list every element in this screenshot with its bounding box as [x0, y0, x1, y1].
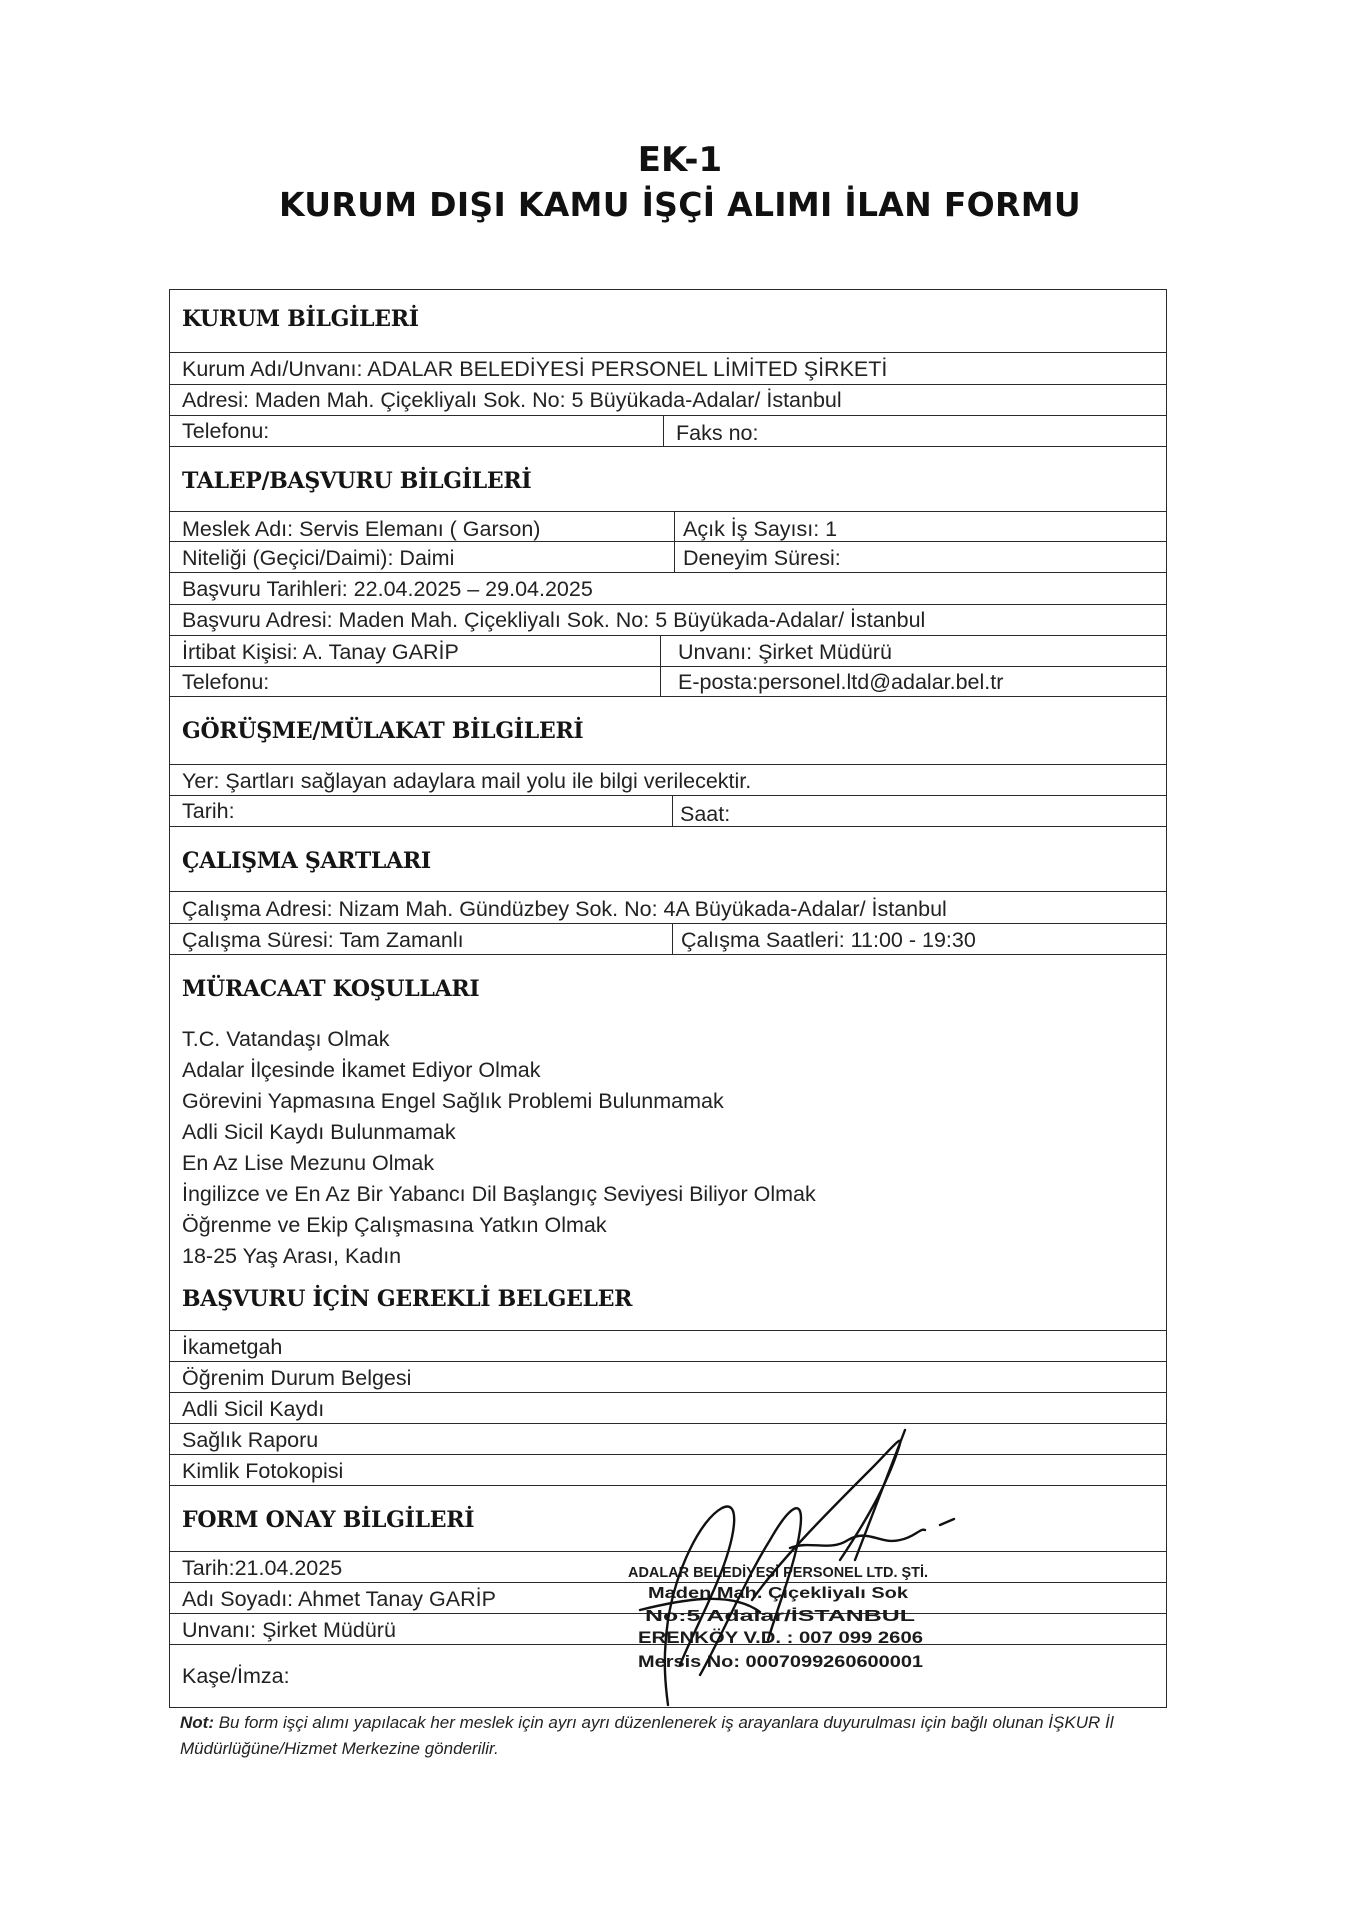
talep-telefon: Telefonu: [182, 670, 270, 694]
basvuru-tarihleri: Başvuru Tarihleri: 22.04.2025 – 29.04.2025 [182, 577, 593, 601]
section-kurum-heading: KURUM BİLGİLERİ [182, 306, 419, 332]
condition-item: Görevini Yapmasına Engel Sağlık Problemi Bulunmamak [182, 1089, 724, 1113]
condition-item: Öğrenme ve Ekip Çalışmasına Yatkın Olmak [182, 1213, 607, 1237]
condition-item: Adli Sicil Kaydı Bulunmamak [182, 1120, 456, 1144]
onay-adi-soyadi: Adı Soyadı: Ahmet Tanay GARİP [182, 1587, 496, 1611]
onay-unvan: Unvanı: Şirket Müdürü [182, 1618, 396, 1642]
acik-is-sayisi: Açık İş Sayısı: 1 [683, 517, 838, 541]
kurum-adi: Kurum Adı/Unvanı: ADALAR BELEDİYESİ PERSONEL LİMİTED ŞİRKETİ [182, 357, 888, 381]
onay-tarih: Tarih:21.04.2025 [182, 1556, 343, 1580]
gorusme-tarih: Tarih: [182, 799, 235, 823]
annex-label: EK-1 [637, 140, 723, 180]
note-label: Not: [180, 1713, 214, 1732]
form-title: KURUM DIŞI KAMU İŞÇİ ALIMI İLAN FORMU [279, 185, 1081, 224]
job-posting-form [169, 289, 1167, 1708]
kurum-telefon: Telefonu: [182, 419, 270, 443]
basvuru-adresi: Başvuru Adresi: Maden Mah. Çiçekliyalı Sok. No: 5 Büyükada-Adalar/ İstanbul [182, 608, 926, 632]
calisma-adresi: Çalışma Adresi: Nizam Mah. Gündüzbey Sok. No: 4A Büyükada-Adalar/ İstanbul [182, 897, 947, 921]
stamp-line: Maden Mah. Çiçekliyalı Sok [648, 1585, 909, 1602]
document-item: Öğrenim Durum Belgesi [182, 1366, 412, 1390]
document-item: Kimlik Fotokopisi [182, 1459, 344, 1483]
stamp-line: No:5 Adalar/İSTANBUL [645, 1608, 819, 1625]
gorusme-saat: Saat: [680, 802, 731, 826]
irtibat-unvani: Unvanı: Şirket Müdürü [678, 640, 892, 664]
niteligi: Niteliği (Geçici/Daimi): Daimi [182, 546, 455, 570]
irtibat-kisisi: İrtibat Kişisi: A. Tanay GARİP [182, 640, 459, 664]
kurum-faks: Faks no: [676, 421, 759, 445]
section-gorusme-heading: GÖRÜŞME/MÜLAKAT BİLGİLERİ [182, 718, 584, 744]
calisma-suresi: Çalışma Süresi: Tam Zamanlı [182, 928, 464, 952]
section-belgeler-heading: BAŞVURU İÇİN GEREKLİ BELGELER [182, 1286, 633, 1312]
document-item: Adli Sicil Kaydı [182, 1397, 325, 1421]
note-text: Bu form işçi alımı yapılacak her meslek için ayrı ayrı düzenlenerek iş arayanlara duyurulması için bağlı olunan İŞKUR İl Müdürlüğüne/Hizmet Merkezine gönderilir. [180, 1713, 1114, 1758]
stamp-line: ERENKÖY V.D. : 007 099 2606 [638, 1628, 923, 1647]
meslek-adi: Meslek Adı: Servis Elemanı ( Garson) [182, 517, 541, 541]
deneyim-suresi: Deneyim Süresi: [683, 546, 841, 570]
section-onay-heading: FORM ONAY BİLGİLERİ [182, 1507, 475, 1533]
document-item: İkametgah [182, 1335, 283, 1359]
section-muracaat-heading: MÜRACAAT KOŞULLARI [182, 976, 480, 1002]
condition-item: 18-25 Yaş Arası, Kadın [182, 1244, 402, 1268]
condition-item: Adalar İlçesinde İkamet Ediyor Olmak [182, 1058, 541, 1082]
eposta: E-posta:personel.ltd@adalar.bel.tr [678, 670, 1004, 694]
stamp-line: Mersis No: 0007099260600001 [638, 1652, 923, 1671]
condition-item: İngilizce ve En Az Bir Yabancı Dil Başlangıç Seviyesi Biliyor Olmak [182, 1182, 816, 1206]
condition-item: T.C. Vatandaşı Olmak [182, 1027, 390, 1051]
section-calisma-heading: ÇALIŞMA ŞARTLARI [182, 848, 431, 874]
kurum-adres: Adresi: Maden Mah. Çiçekliyalı Sok. No: 5 Büyükada-Adalar/ İstanbul [182, 388, 842, 412]
calisma-saatleri: Çalışma Saatleri: 11:00 - 19:30 [681, 928, 976, 952]
footer-note [180, 1710, 1180, 1762]
onay-kase-imza: Kaşe/İmza: [182, 1664, 290, 1688]
gorusme-yer: Yer: Şartları sağlayan adaylara mail yolu ile bilgi verilecektir. [182, 769, 752, 793]
document-item: Sağlık Raporu [182, 1428, 319, 1452]
stamp-line: ADALAR BELEDİYESİ PERSONEL LTD. ŞTİ. [628, 1564, 928, 1581]
condition-item: En Az Lise Mezunu Olmak [182, 1151, 435, 1175]
section-talep-heading: TALEP/BAŞVURU BİLGİLERİ [182, 468, 532, 494]
